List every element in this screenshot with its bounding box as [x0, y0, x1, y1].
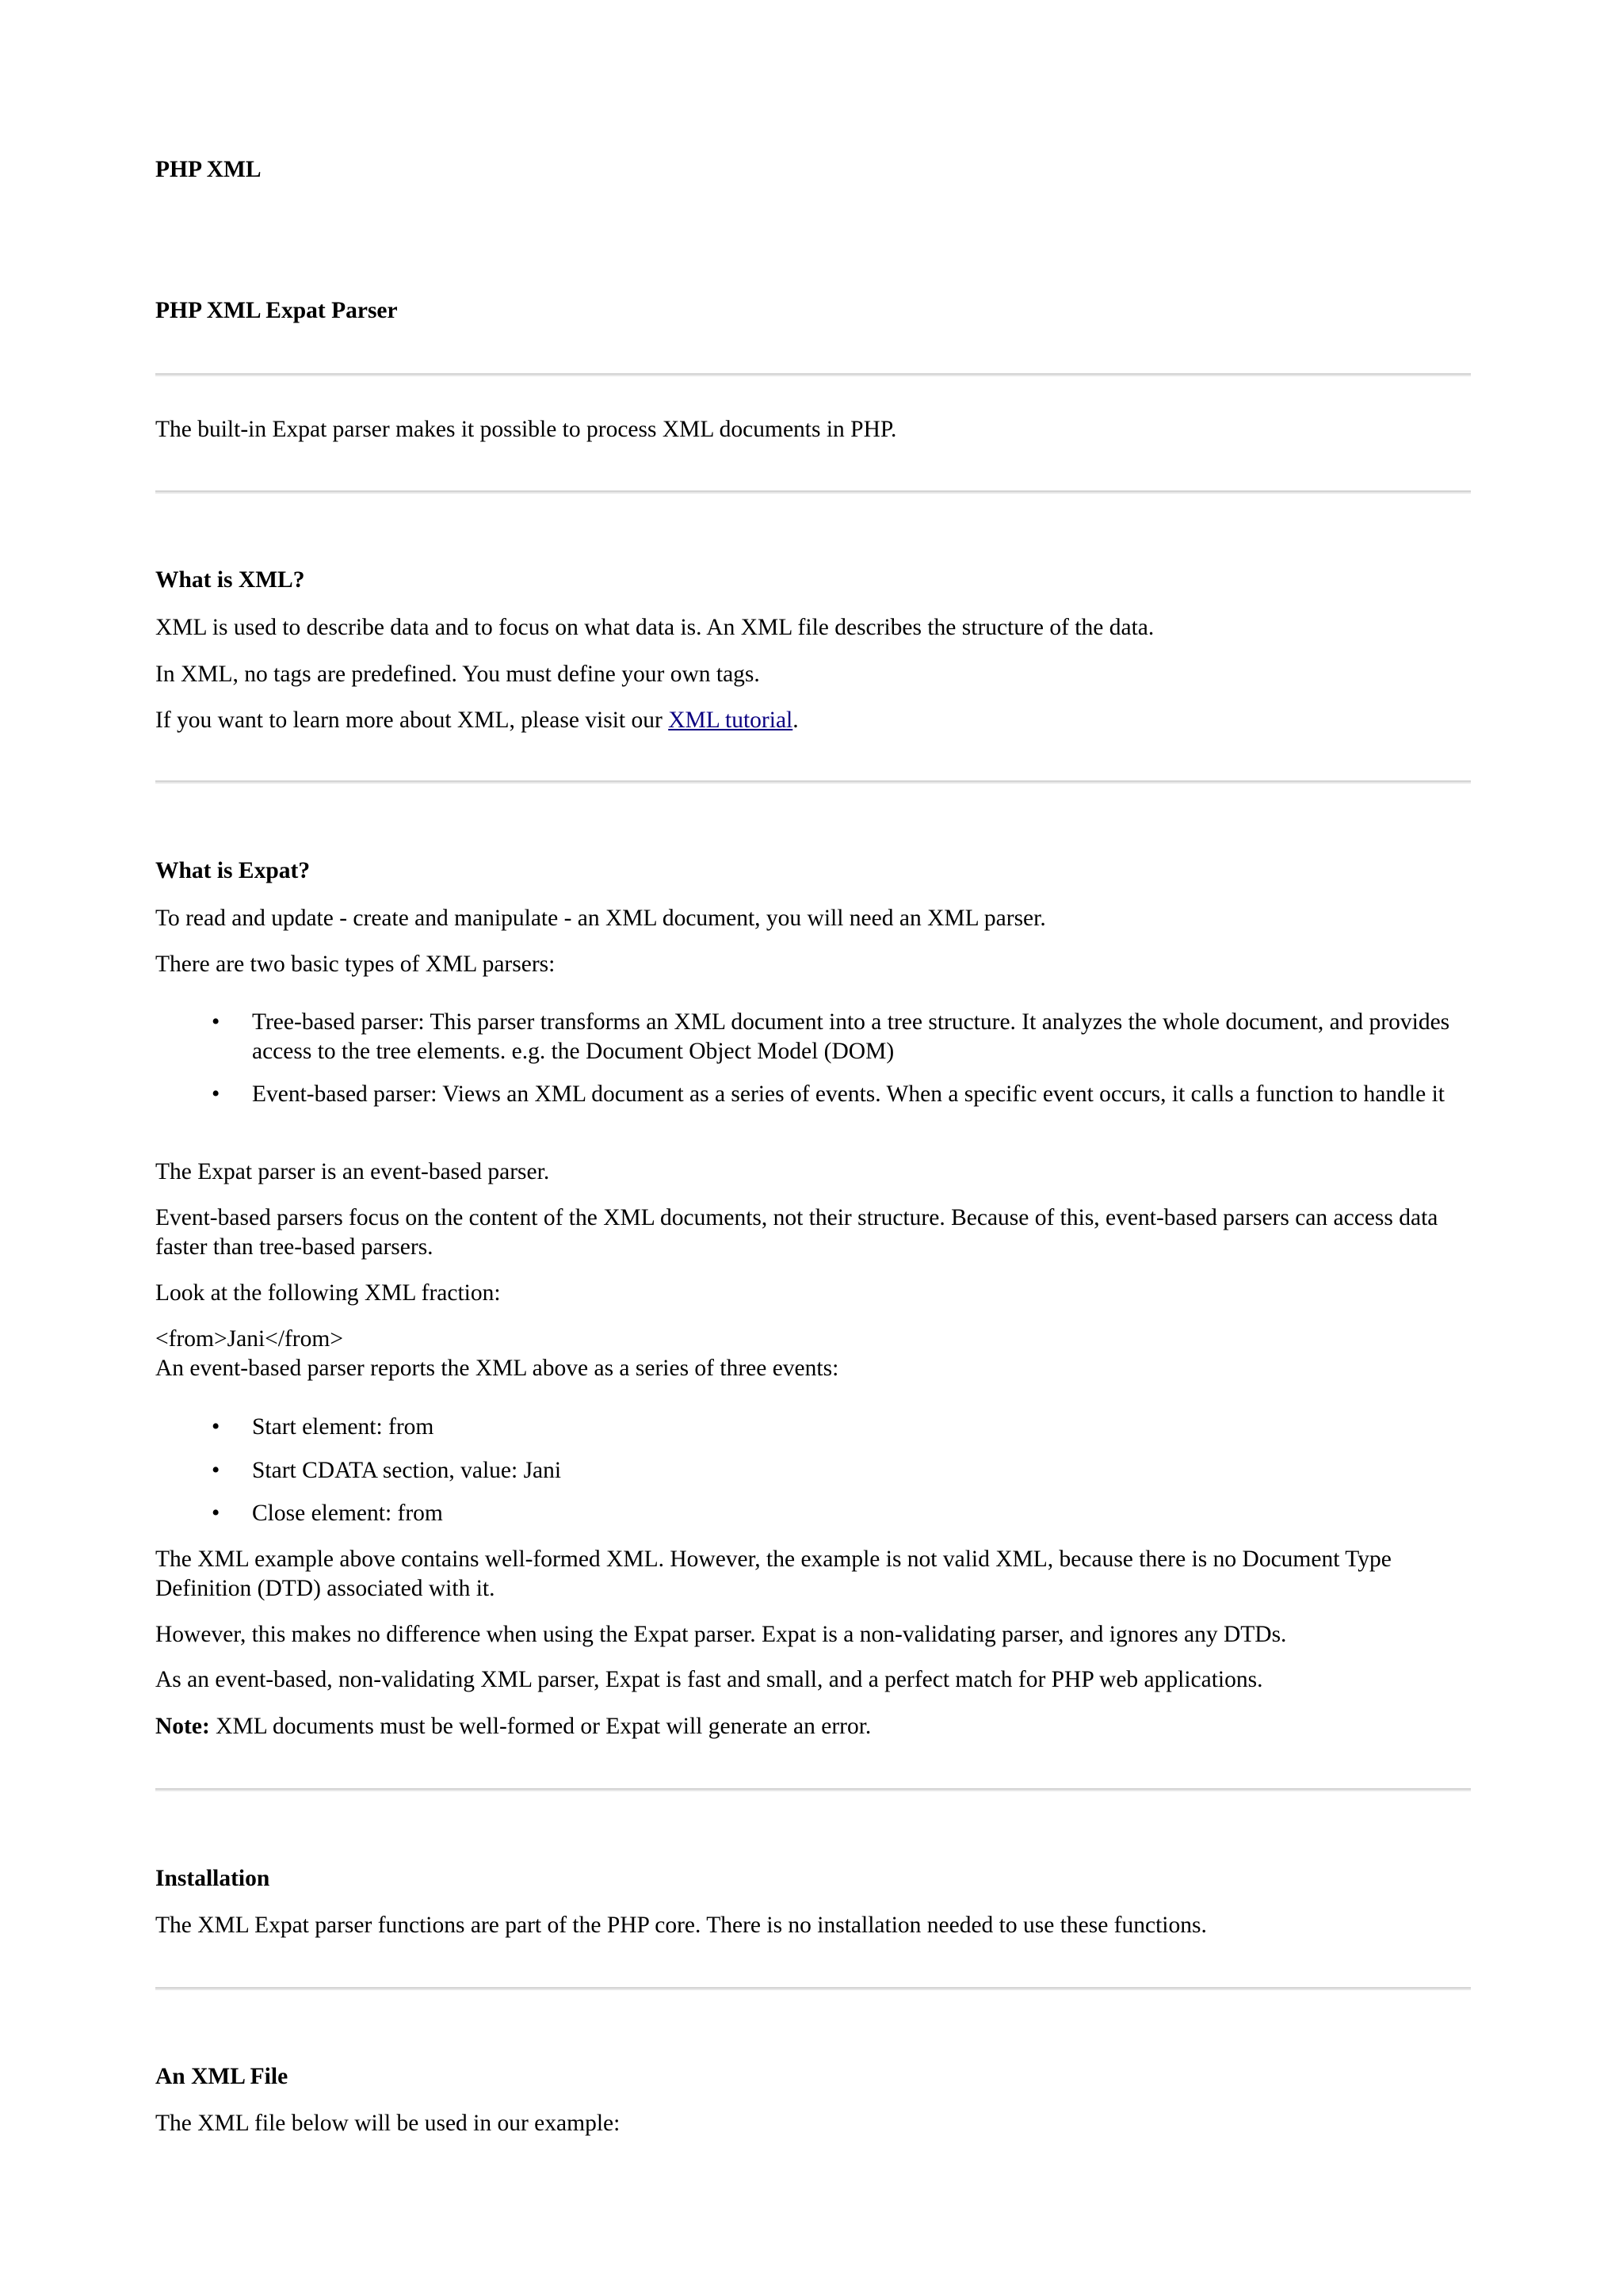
paragraph: In XML, no tags are predefined. You must define your own tags.: [155, 662, 760, 687]
paragraph: The XML example above contains well-formed XML. However, the example is not valid XML, because there is no Document Type Definition (DTD) associated with it.: [155, 1547, 1392, 1601]
paragraph: [155, 706, 799, 735]
section-heading-expat: What is Expat?: [155, 858, 311, 883]
list-item: Event-based parser: Views an XML document as a series of events. When a specific event occurs, it calls a function to handle it: [252, 1081, 1445, 1107]
list-item: Tree-based parser: This parser transforms an XML document into a tree structure. It analyzes the whole document, and provides access to the tree elements. e.g. the Document Object Model (DOM): [252, 1009, 1450, 1064]
note-paragraph: [155, 1712, 871, 1741]
paragraph: The Expat parser is an event-based parser.: [155, 1159, 550, 1184]
note-label: Note:: [155, 1714, 210, 1739]
paragraph-text: If you want to learn more about XML, please visit our: [155, 707, 669, 733]
paragraph: The XML file below will be used in our example:: [155, 2111, 621, 2136]
page-subtitle: PHP XML Expat Parser: [155, 298, 398, 323]
paragraph: XML is used to describe data and to focus on what data is. An XML file describes the structure of the data.: [155, 615, 1155, 640]
bullet: •: [212, 1009, 220, 1035]
list-item: Start element: from: [252, 1414, 434, 1440]
divider: [155, 1788, 1471, 1791]
paragraph: An event-based parser reports the XML above as a series of three events:: [155, 1356, 839, 1381]
divider: [155, 1987, 1471, 1990]
list-item: Start CDATA section, value: Jani: [252, 1458, 562, 1483]
list-item: Close element: from: [252, 1501, 443, 1526]
bullet: •: [212, 1414, 220, 1440]
divider: [155, 373, 1471, 376]
section-heading-xml-file: An XML File: [155, 2064, 288, 2089]
page-title: PHP XML: [155, 157, 262, 182]
divider: [155, 490, 1471, 494]
divider: [155, 780, 1471, 784]
note-text: XML documents must be well-formed or Expat will generate an error.: [209, 1714, 872, 1739]
bullet: •: [212, 1501, 220, 1526]
bullet: •: [212, 1458, 220, 1483]
paragraph: There are two basic types of XML parsers:: [155, 952, 556, 977]
section-heading-installation: Installation: [155, 1866, 270, 1891]
paragraph: To read and update - create and manipulate - an XML document, you will need an XML parser.: [155, 906, 1046, 931]
xml-tutorial-link[interactable]: XML tutorial: [668, 707, 793, 733]
paragraph-text: .: [792, 707, 799, 733]
paragraph: However, this makes no difference when using the Expat parser. Expat is a non-validating parser, and ignores any DTDs.: [155, 1622, 1287, 1647]
code-sample: <from>Jani</from>: [155, 1326, 343, 1352]
paragraph: The XML Expat parser functions are part of the PHP core. There is no installation needed to use these functions.: [155, 1913, 1207, 1938]
paragraph: Event-based parsers focus on the content of the XML documents, not their structure. Because of this, event-based parsers can access data faster than tree-based parsers.: [155, 1205, 1438, 1260]
intro-text: The built-in Expat parser makes it possible to process XML documents in PHP.: [155, 417, 897, 442]
section-heading-xml: What is XML?: [155, 567, 305, 593]
bullet: •: [212, 1081, 220, 1107]
paragraph: Look at the following XML fraction:: [155, 1280, 501, 1306]
paragraph: As an event-based, non-validating XML parser, Expat is fast and small, and a perfect match for PHP web applications.: [155, 1667, 1263, 1692]
